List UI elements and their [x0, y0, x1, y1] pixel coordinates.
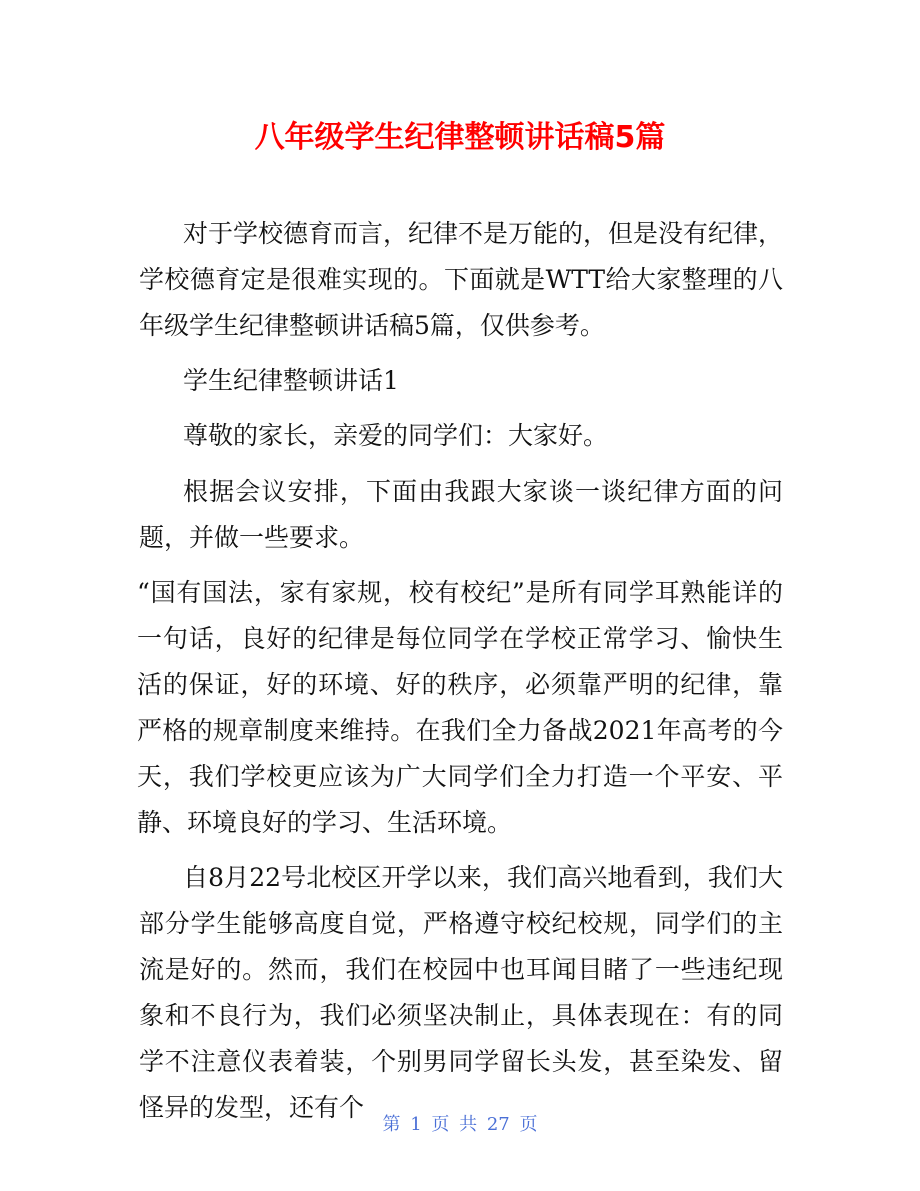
paragraph-intro: 对于学校德育而言，纪律不是万能的，但是没有纪律，学校德育定是很难实现的。下面就是WTT给大家整理的八年级学生纪律整顿讲话稿5篇，仅供参考。 — [139, 219, 784, 340]
paragraph-section-heading: 学生纪律整顿讲话1 — [183, 366, 399, 396]
paragraph-observations: 自8月22号北校区开学以来，我们高兴地看到，我们大部分学生能够高度自觉，严格遵守校纪校规，同学们的主流是好的。然而，我们在校园中也耳闻目睹了一些违纪现象和不良行为，我们必须坚决制止，具体表现在：有的同学不注意仪表着装，个别男同学留长头发，甚至染发、留怪异的发型，还有个 — [139, 862, 783, 1122]
paragraph-discipline-quote: “国有国法，家有家规，校有校纪”是所有同学耳熟能详的一句话，良好的纪律是每位同学在学校正常学习、愉快生活的保证，好的环境、好的秩序，必须靠严明的纪律，靠严格的规章制度来维持。在我们全力备战2021年高考的今天，我们学校更应该为广大同学们全力打造一个平安、平静、环境良好的学习、生活环境。 — [137, 577, 783, 837]
page-footer: 第 1 页 共 27 页 — [382, 1114, 538, 1135]
paragraph-greeting: 尊敬的家长，亲爱的同学们：大家好。 — [183, 421, 609, 451]
document-body — [139, 211, 783, 1140]
document-title: 八年级学生纪律整顿讲话稿5篇 — [254, 120, 666, 155]
paragraph-agenda: 根据会议安排，下面由我跟大家谈一谈纪律方面的问题，并做一些要求。 — [139, 476, 783, 552]
